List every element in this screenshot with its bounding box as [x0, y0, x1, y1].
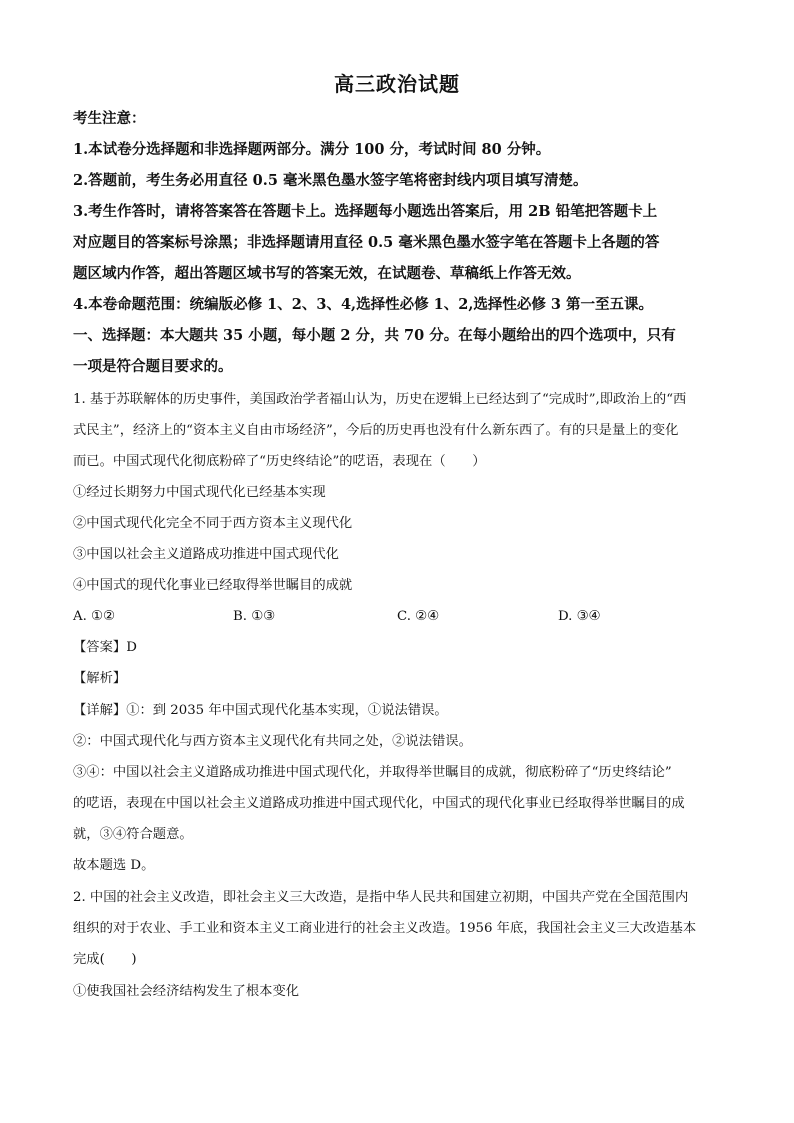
q1-stem-line-2: 式民主”，经济上的“资本主义自由市场经济”，今后的历史再也没有什么新东西了。有的只是量上的变化: [73, 423, 679, 438]
q1-option-4: ④中国式的现代化事业已经取得举世瞩目的成就: [73, 578, 353, 593]
q1-choice-d: D. ③④: [558, 609, 601, 624]
notice-line-3c: 题区域内作答，超出答题区域书写的答案无效，在试题卷、草稿纸上作答无效。: [73, 265, 581, 282]
q1-option-2: ②中国式现代化完全不同于西方资本主义现代化: [73, 516, 353, 531]
notice-line-3b: 对应题目的答案标号涂黑；非选择题请用直径 0.5 毫米黑色墨水签字笔在答题卡上各题的答: [73, 234, 660, 251]
notice-line-1: 1.本试卷分选择题和非选择题两部分。满分 100 分，考试时间 80 分钟。: [73, 141, 551, 158]
q1-choice-c: C. ②④: [397, 609, 439, 624]
q1-choice-a: A. ①②: [73, 609, 115, 624]
answer-tag: 【答案】: [73, 640, 127, 655]
q1-conclusion: 故本题选 D。: [73, 858, 155, 873]
detail-tag: 【详解】: [73, 703, 127, 718]
q2-stem-line-1: 2. 中国的社会主义改造，即社会主义三大改造，是指中华人民共和国建立初期，中国共产党在全国范围内: [73, 890, 689, 905]
q1-answer-line: [73, 639, 137, 657]
notice-line-3a: 3.考生作答时，请将答案答在答题卡上。选择题每小题选出答案后，用 2B 铅笔把答题卡上: [73, 203, 658, 220]
q1-detail-line-2: ②：中国式现代化与西方资本主义现代化有共同之处，②说法错误。: [73, 734, 472, 749]
q1-detail-line-4: 的呓语，表现在中国以社会主义道路成功推进中国式现代化，中国式的现代化事业已经取得举世瞩目的成: [73, 796, 685, 811]
q2-option-1: ①使我国社会经济结构发生了根本变化: [73, 984, 300, 999]
q1-stem-line-1: 1. 基于苏联解体的历史事件，美国政治学者福山认为，历史在逻辑上已经达到了“完成时”,即政治上的“西: [73, 392, 687, 407]
q1-analysis-tag: 【解析】: [73, 671, 127, 686]
detail-text-1: ①：到 2035 年中国式现代化基本实现，①说法错误。: [126, 703, 448, 718]
section-heading-line-1: 一、选择题：本大题共 35 小题，每小题 2 分，共 70 分。在每小题给出的四个选项中，只有: [73, 327, 676, 344]
q1-choice-b: B. ①③: [233, 609, 276, 624]
notice-heading: 考生注意：: [73, 110, 146, 127]
q1-detail-line-3: ③④：中国以社会主义道路成功推进中国式现代化，并取得举世瞩目的成就，彻底粉碎了“历史终结论”: [73, 765, 672, 780]
page-title: 高三政治试题: [334, 72, 460, 96]
q1-option-3: ③中国以社会主义道路成功推进中国式现代化: [73, 547, 339, 562]
section-heading-line-2: 一项是符合题目要求的。: [73, 358, 233, 375]
q1-detail-line-5: 就，③④符合题意。: [73, 827, 193, 842]
notice-line-4: 4.本卷命题范围：统编版必修 1、2、3、4,选择性必修 1、2,选择性必修 3 第一至五课。: [73, 296, 654, 313]
answer-value: D: [126, 640, 137, 655]
q2-stem-line-2: 组织的对于农业、手工业和资本主义工商业进行的社会主义改造。1956 年底，我国社会主义三大改造基本: [73, 921, 697, 936]
q1-stem-line-3: 而已。中国式现代化彻底粉碎了“历史终结论”的呓语，表现在（ ）: [73, 454, 486, 469]
q1-detail-line-1: [73, 702, 448, 720]
notice-line-2: 2.答题前，考生务必用直径 0.5 毫米黑色墨水签字笔将密封线内项目填写清楚。: [73, 172, 588, 189]
q2-stem-line-3: 完成( ): [73, 952, 137, 967]
q1-option-1: ①经过长期努力中国式现代化已经基本实现: [73, 485, 326, 500]
